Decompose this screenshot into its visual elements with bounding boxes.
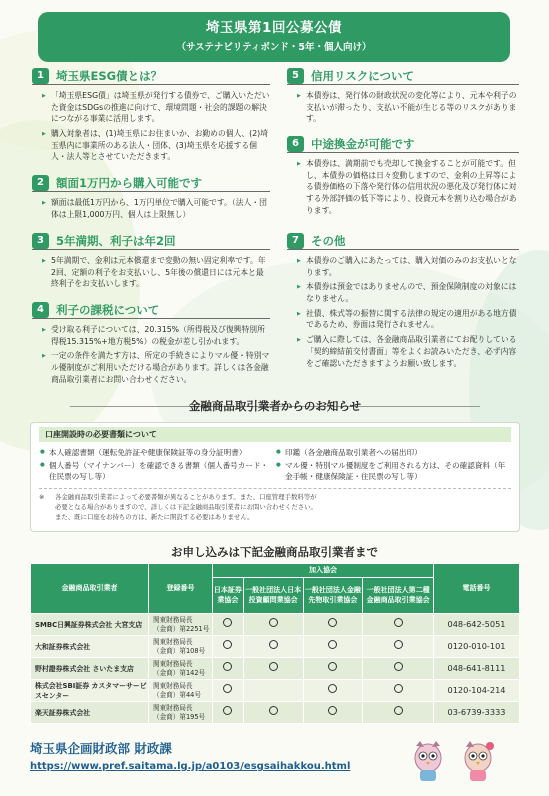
apply-title: お申し込みは下記金融商品取引業者まで xyxy=(171,545,378,559)
broker-name: 野村證券株式会社 さいたま支店 xyxy=(31,658,149,680)
col-header-assoc-4: 一般社団法人第二種金融商品取引業協会 xyxy=(363,578,434,614)
membership-mark-icon xyxy=(394,618,403,627)
col-header-firm: 金融商品取引業者 xyxy=(31,564,149,614)
section-title: 5年満期、利子は年2回 xyxy=(56,234,176,248)
section-number: 1 xyxy=(32,68,49,84)
registration-number: 関東財務局長 （金商）第44号 xyxy=(149,680,213,702)
membership-mark-icon xyxy=(223,640,232,649)
registration-number: 関東財務局長 （金商）第2251号 xyxy=(149,614,213,636)
membership-mark-icon xyxy=(328,618,337,627)
membership-mark-icon xyxy=(328,684,337,693)
phone-number: 03-6739-3333 xyxy=(434,702,520,724)
membership-cell xyxy=(363,702,434,724)
col-header-assoc: 加入協会 xyxy=(213,564,434,578)
membership-cell xyxy=(303,680,363,702)
page-header xyxy=(38,12,510,62)
section-title: 額面1万円から購入可能です xyxy=(56,176,203,190)
section-tax xyxy=(32,302,270,388)
table-row xyxy=(31,680,520,702)
membership-mark-icon xyxy=(328,640,337,649)
membership-cell xyxy=(363,680,434,702)
membership-cell xyxy=(303,614,363,636)
document-item: ● 本人確認書類（運転免許証や健康保険証等の身分証明書） xyxy=(39,447,275,458)
section-title: 中途換金が可能です xyxy=(311,137,415,151)
footer-org: 埼玉県企画財政部 財政課 xyxy=(30,741,172,756)
membership-mark-icon xyxy=(223,618,232,627)
section-maturity xyxy=(32,233,270,293)
section-title: 埼玉県ESG債とは？ xyxy=(56,69,163,83)
section-number: 5 xyxy=(287,68,304,84)
section-number: 6 xyxy=(287,136,304,152)
registration-number: 関東財務局長 （金商）第108号 xyxy=(149,636,213,658)
section-denomination xyxy=(32,175,270,223)
membership-cell xyxy=(363,636,434,658)
col-header-assoc-3: 一般社団法人金融先物取引業協会 xyxy=(303,578,363,614)
section-item: ▶ 受け取る利子については、20.315%（所得税及び復興特別所得税15.315%+地方税5%）の税金が差し引かれます。 xyxy=(42,324,270,347)
section-item: ▶ 5年満期で、金利は元本償還まで変動の無い固定利率です。年2回、定額の利子をお支払いし、5年後の償還日には元本と最終利子をお支払いします。 xyxy=(42,255,270,290)
table-row xyxy=(31,636,520,658)
page-title: 埼玉県第1回公募公債 xyxy=(206,20,342,36)
membership-mark-icon xyxy=(269,662,278,671)
section-item: ▶ 本債券は、発行体の財政状況の変化等により、元本や利子の支払いが滞ったり、支払い不能が生じる等のリスクがあります。 xyxy=(297,90,519,125)
required-documents-heading: 口座開設時の必要書類について xyxy=(39,427,511,443)
broker-name: 大和証券株式会社 xyxy=(31,636,149,658)
membership-mark-icon xyxy=(394,640,403,649)
membership-cell xyxy=(243,636,303,658)
section-credit-risk xyxy=(287,68,519,128)
notice-box xyxy=(30,422,520,532)
membership-cell xyxy=(303,702,363,724)
membership-mark-icon xyxy=(394,684,403,693)
membership-cell xyxy=(243,658,303,680)
broker-table xyxy=(30,563,520,724)
col-header-assoc-2: 一般社団法人日本投資顧問業協会 xyxy=(243,578,303,614)
membership-cell xyxy=(303,658,363,680)
membership-cell xyxy=(213,658,244,680)
section-item: ▶ 「埼玉県ESG債」は埼玉県が発行する債券で、ご購入いただいた資金はSDGsの推進に向けて、環境問題・社会的課題の解決につながる事業に活用します。 xyxy=(42,90,270,125)
phone-number: 048-641-8111 xyxy=(434,658,520,680)
section-title: 利子の課税について xyxy=(56,303,160,317)
membership-cell xyxy=(303,636,363,658)
section-number: 7 xyxy=(287,233,304,249)
document-item: ● 印鑑（各金融商品取引業者への届出印） xyxy=(275,447,511,458)
membership-cell xyxy=(213,680,244,702)
broker-name: 楽天証券株式会社 xyxy=(31,702,149,724)
section-item: ▶ 一定の条件を満たす方は、所定の手続きによりマル優・特別マル優制度がご利用いただける場合があります。詳しくは各金融商品取引業者にお問い合わせください。 xyxy=(42,350,270,385)
registration-number: 関東財務局長 （金商）第142号 xyxy=(149,658,213,680)
col-header-tel: 電話番号 xyxy=(434,564,520,614)
notice-title: 金融商品取引業者からのお知らせ xyxy=(188,399,362,413)
membership-cell xyxy=(363,614,434,636)
table-row xyxy=(31,614,520,636)
section-number: 3 xyxy=(32,233,49,249)
section-item: ▶ 社債、株式等の振替に関する法律の規定の適用がある地方債であるため、券面は発行されません。 xyxy=(297,308,519,331)
membership-mark-icon xyxy=(269,640,278,649)
section-title: その他 xyxy=(311,234,346,248)
section-item: ▶ 額面は最低1万円から、1万円単位で購入可能です。（法人・団体は上限1,000万円、個人は上限無し） xyxy=(42,197,270,220)
broker-name: 株式会社SBI証券 カスタマーサービスセンター xyxy=(31,680,149,702)
membership-mark-icon xyxy=(223,662,232,671)
page-subtitle: （サステナビリティボンド・5年・個人向け） xyxy=(176,41,372,53)
section-redemption xyxy=(287,136,519,219)
section-item: ▶ 本債券は預金ではありませんので、預金保険制度の対象にはなりません。 xyxy=(297,281,519,304)
membership-cell xyxy=(243,614,303,636)
membership-mark-icon xyxy=(223,684,232,693)
phone-number: 0120-104-214 xyxy=(434,680,520,702)
membership-mark-icon xyxy=(328,662,337,671)
membership-mark-icon xyxy=(328,706,337,715)
col-header-reg: 登録番号 xyxy=(149,564,213,614)
document-item: ● マル優・特別マル優制度をご利用される方は、その確認資料（年金手帳・健康保険証・住民票の写し等） xyxy=(275,460,511,482)
table-row xyxy=(31,702,520,724)
membership-mark-icon xyxy=(269,618,278,627)
section-other xyxy=(287,233,519,372)
membership-mark-icon xyxy=(394,662,403,671)
phone-number: 048-642-5051 xyxy=(434,614,520,636)
section-esg xyxy=(32,68,270,166)
section-item: ▶ ご購入に際しては、各金融商品取引業者にてお配りしている「契約締結前交付書面」等をよくお読みいただき、必ず内容をご確認いただきますようお願い致します。 xyxy=(297,334,519,369)
footer-link[interactable]: https://www.pref.saitama.lg.jp/a0103/esgsaihakkou.html xyxy=(30,761,351,772)
section-item: ▶ 本債券のご購入にあたっては、購入対価のみのお支払いとなります。 xyxy=(297,255,519,278)
phone-number: 0120-010-101 xyxy=(434,636,520,658)
document-item: ● 個人番号（マイナンバー）を確認できる書類（個人番号カード・住民票の写し等） xyxy=(39,460,275,482)
section-item: ▶ 本債券は、満期前でも売却して換金することが可能です。但し、本債券の価格は日々変動しますので、金利の上昇等による債券価格の下落や発行体の信用状況の悪化及び発行体に対する外部評価の低下等により、投資元本を割り込む場合があります。 xyxy=(297,158,519,216)
section-number: 4 xyxy=(32,302,49,318)
membership-mark-icon xyxy=(394,706,403,715)
membership-cell xyxy=(213,614,244,636)
membership-cell xyxy=(213,702,244,724)
membership-cell xyxy=(363,658,434,680)
mascot-illustration-icon xyxy=(400,738,510,784)
section-item: ▶ 購入対象者は、(1)埼玉県にお住まいか、お勤めの個人、(2)埼玉県内に事業所のある法人・団体、(3)埼玉県を応援する個人・法人等とさせていただきます。 xyxy=(42,128,270,163)
membership-cell xyxy=(243,702,303,724)
broker-notice xyxy=(30,398,520,533)
broker-name: SMBC日興証券株式会社 大宮支店 xyxy=(31,614,149,636)
section-title: 信用リスクについて xyxy=(311,69,415,83)
membership-cell xyxy=(243,680,303,702)
table-row xyxy=(31,658,520,680)
registration-number: 関東財務局長 （金商）第195号 xyxy=(149,702,213,724)
section-number: 2 xyxy=(32,175,49,191)
notice-footnote: ※ 各金融商品取引業者によって必要書類が異なることがあります。また、口座管理手数料等が 必要となる場合がありますので、詳しくは下記金融商品取引業者にお問い合わせください。 また、既に口座をお持ちの方は、新たに開設する必要はありません。 xyxy=(39,488,511,523)
membership-mark-icon xyxy=(269,706,278,715)
membership-mark-icon xyxy=(223,706,232,715)
membership-cell xyxy=(213,636,244,658)
col-header-assoc-1: 日本証券業協会 xyxy=(213,578,244,614)
